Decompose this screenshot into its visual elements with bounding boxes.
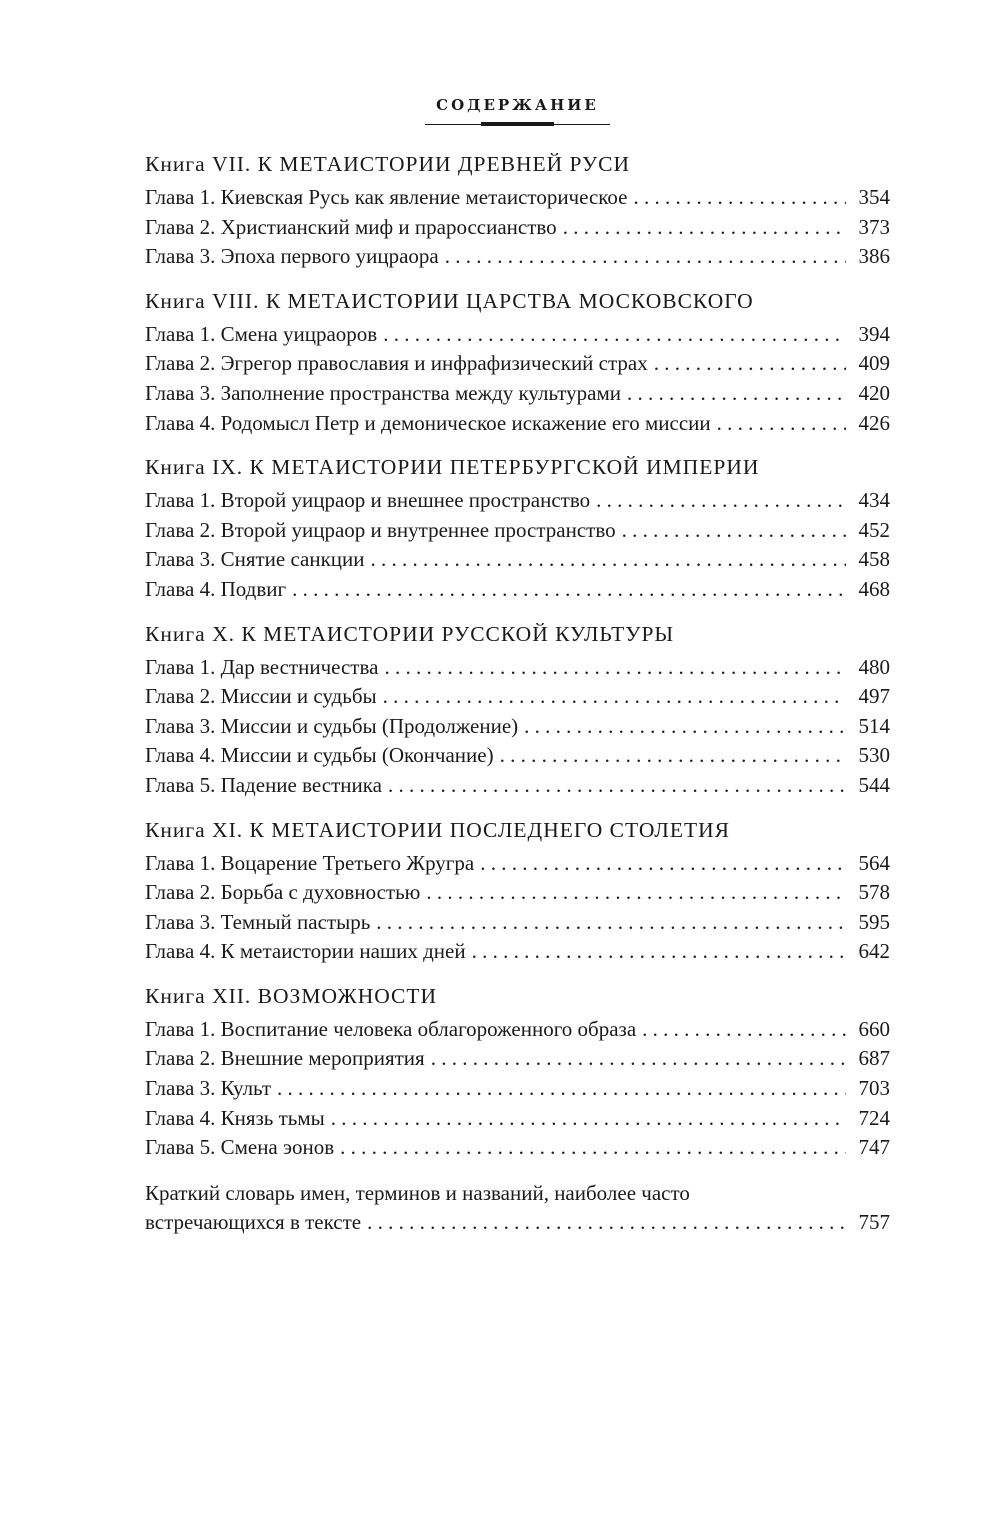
chapter-title: Глава 5. Падение вестника	[145, 772, 382, 797]
page-number: 687	[858, 1046, 890, 1071]
book-title[interactable]: Книга VIII. К МЕТАИСТОРИИ ЦАРСТВА МОСКОВСКОГО	[145, 288, 754, 313]
leader-dots	[634, 183, 847, 213]
book-section	[145, 452, 890, 604]
page-number: 468	[858, 576, 890, 601]
chapter-title: Глава 4. Миссии и судьбы (Окончание)	[145, 743, 494, 768]
chapter-title: Глава 5. Смена эонов	[145, 1135, 335, 1160]
leader-dots	[472, 937, 846, 967]
appendix-entry[interactable]	[145, 1179, 890, 1238]
chapter-title: Глава 3. Снятие санкции	[145, 547, 365, 572]
book-title[interactable]: Книга X. К МЕТАИСТОРИИ РУССКОЙ КУЛЬТУРЫ	[145, 621, 675, 646]
chapter-entry[interactable]	[145, 242, 890, 272]
book-section	[145, 149, 890, 272]
page-number: 757	[858, 1210, 890, 1235]
page-number: 458	[858, 547, 890, 572]
book-section	[145, 286, 890, 438]
leader-dots	[384, 653, 846, 683]
chapter-title: Глава 1. Воспитание человека облагороженного образа	[145, 1016, 637, 1041]
leader-dots	[277, 1074, 846, 1104]
page-number: 394	[858, 321, 890, 346]
chapter-title: Глава 2. Эгрегор православия и инфрафизический страх	[145, 351, 648, 376]
chapter-title: Глава 4. К метаистории наших дней	[145, 939, 466, 964]
chapter-title: Глава 2. Внешние мероприятия	[145, 1046, 425, 1071]
chapter-entry[interactable]	[145, 409, 890, 439]
chapter-title: Глава 3. Темный пастырь	[145, 909, 371, 934]
leader-dots	[445, 242, 846, 272]
leader-dots	[717, 409, 846, 439]
page-number: 373	[858, 214, 890, 239]
chapter-entry[interactable]	[145, 1015, 890, 1045]
leader-dots	[292, 575, 846, 605]
page-number: 497	[858, 684, 890, 709]
page-number: 409	[858, 351, 890, 376]
page-number: 426	[858, 410, 890, 435]
page-number: 452	[858, 517, 890, 542]
chapter-entry[interactable]	[145, 1074, 890, 1104]
chapter-entry[interactable]	[145, 908, 890, 938]
appendix-title-line2: встречающихся в тексте	[145, 1210, 362, 1235]
leader-dots	[622, 516, 846, 546]
page-number: 434	[858, 488, 890, 513]
book-title[interactable]: Книга IX. К МЕТАИСТОРИИ ПЕТЕРБУРГСКОЙ ИМПЕРИИ	[145, 455, 760, 480]
leader-dots	[563, 213, 846, 243]
leader-dots	[426, 878, 846, 908]
chapter-entry[interactable]	[145, 545, 890, 575]
chapter-title: Глава 3. Заполнение пространства между культурами	[145, 380, 622, 405]
chapter-entry[interactable]	[145, 849, 890, 879]
chapter-title: Глава 1. Смена уицраоров	[145, 321, 378, 346]
chapter-title: Глава 4. Родомысл Петр и демоническое искажение его миссии	[145, 410, 711, 435]
chapter-entry[interactable]	[145, 516, 890, 546]
chapter-entry[interactable]	[145, 575, 890, 605]
leader-dots	[627, 379, 846, 409]
chapter-entry[interactable]	[145, 183, 890, 213]
chapter-entry[interactable]	[145, 320, 890, 350]
leader-dots	[431, 1044, 846, 1074]
chapter-title: Глава 3. Культ	[145, 1076, 272, 1101]
book-title[interactable]: Книга XI. К МЕТАИСТОРИИ ПОСЛЕДНЕГО СТОЛЕТИЯ	[145, 817, 731, 842]
chapter-entry[interactable]	[145, 878, 890, 908]
chapter-entry[interactable]	[145, 712, 890, 742]
chapter-title: Глава 1. Второй уицраор и внешнее пространство	[145, 488, 591, 513]
leader-dots	[383, 682, 846, 712]
chapter-title: Глава 4. Князь тьмы	[145, 1105, 325, 1130]
chapter-title: Глава 4. Подвиг	[145, 576, 287, 601]
page-number: 724	[858, 1105, 890, 1130]
leader-dots	[388, 771, 846, 801]
leader-dots	[642, 1015, 846, 1045]
page-number: 564	[858, 850, 890, 875]
leader-dots	[340, 1133, 846, 1163]
leader-dots	[383, 320, 846, 350]
chapter-title: Глава 2. Христианский миф и прароссианство	[145, 214, 557, 239]
page-number: 544	[858, 772, 890, 797]
book-title[interactable]: Книга XII. ВОЗМОЖНОСТИ	[145, 983, 438, 1008]
chapter-title: Глава 1. Воцарение Третьего Жругра	[145, 850, 475, 875]
page-number: 703	[858, 1076, 890, 1101]
chapter-entry[interactable]	[145, 349, 890, 379]
divider-thick-line	[481, 122, 554, 126]
leader-dots	[654, 349, 846, 379]
page-number: 420	[858, 380, 890, 405]
title-divider	[425, 121, 610, 127]
chapter-title: Глава 1. Киевская Русь как явление метаисторическое	[145, 185, 628, 209]
table-of-contents	[145, 95, 890, 1238]
page-number: 386	[858, 244, 890, 269]
page-number: 747	[858, 1135, 890, 1160]
chapter-title: Глава 3. Эпоха первого уицраора	[145, 244, 439, 269]
leader-dots	[367, 1208, 846, 1238]
appendix-title-line1: Краткий словарь имен, терминов и названий, наиболее часто	[145, 1180, 690, 1205]
chapter-title: Глава 2. Миссии и судьбы	[145, 684, 377, 709]
chapter-title: Глава 3. Миссии и судьбы (Продолжение)	[145, 713, 519, 738]
chapter-title: Глава 1. Дар вестничества	[145, 654, 379, 679]
chapter-entry[interactable]	[145, 1044, 890, 1074]
appendix-title-line2-row	[145, 1208, 890, 1238]
chapter-entry[interactable]	[145, 682, 890, 712]
page-title: СОДЕРЖАНИЕ	[436, 96, 599, 114]
leader-dots	[331, 1104, 846, 1134]
leader-dots	[500, 741, 846, 771]
chapter-entry[interactable]	[145, 213, 890, 243]
chapter-entry[interactable]	[145, 771, 890, 801]
leader-dots	[371, 545, 846, 575]
page-number: 660	[858, 1016, 890, 1041]
chapter-title: Глава 2. Борьба с духовностью	[145, 880, 421, 905]
chapter-entry[interactable]	[145, 653, 890, 683]
page-number: 642	[858, 939, 890, 964]
chapter-entry[interactable]	[145, 1104, 890, 1134]
page-number: 354	[858, 185, 890, 209]
chapter-entry[interactable]	[145, 741, 890, 771]
page-number: 514	[858, 713, 890, 738]
book-section	[145, 981, 890, 1163]
page-number: 480	[858, 654, 890, 679]
leader-dots	[376, 908, 846, 938]
leader-dots	[524, 712, 846, 742]
book-title[interactable]: Книга VII. К МЕТАИСТОРИИ ДРЕВНЕЙ РУСИ	[145, 152, 631, 176]
chapter-entry[interactable]	[145, 379, 890, 409]
leader-dots	[480, 849, 846, 879]
chapter-entry[interactable]	[145, 937, 890, 967]
chapter-entry[interactable]	[145, 1133, 890, 1163]
page-number: 530	[858, 743, 890, 768]
book-list	[145, 149, 890, 1163]
chapter-title: Глава 2. Второй уицраор и внутреннее пространство	[145, 517, 616, 542]
book-section	[145, 619, 890, 801]
page-number: 595	[858, 909, 890, 934]
chapter-entry[interactable]	[145, 486, 890, 516]
leader-dots	[596, 486, 846, 516]
book-section	[145, 815, 890, 967]
page-number: 578	[858, 880, 890, 905]
